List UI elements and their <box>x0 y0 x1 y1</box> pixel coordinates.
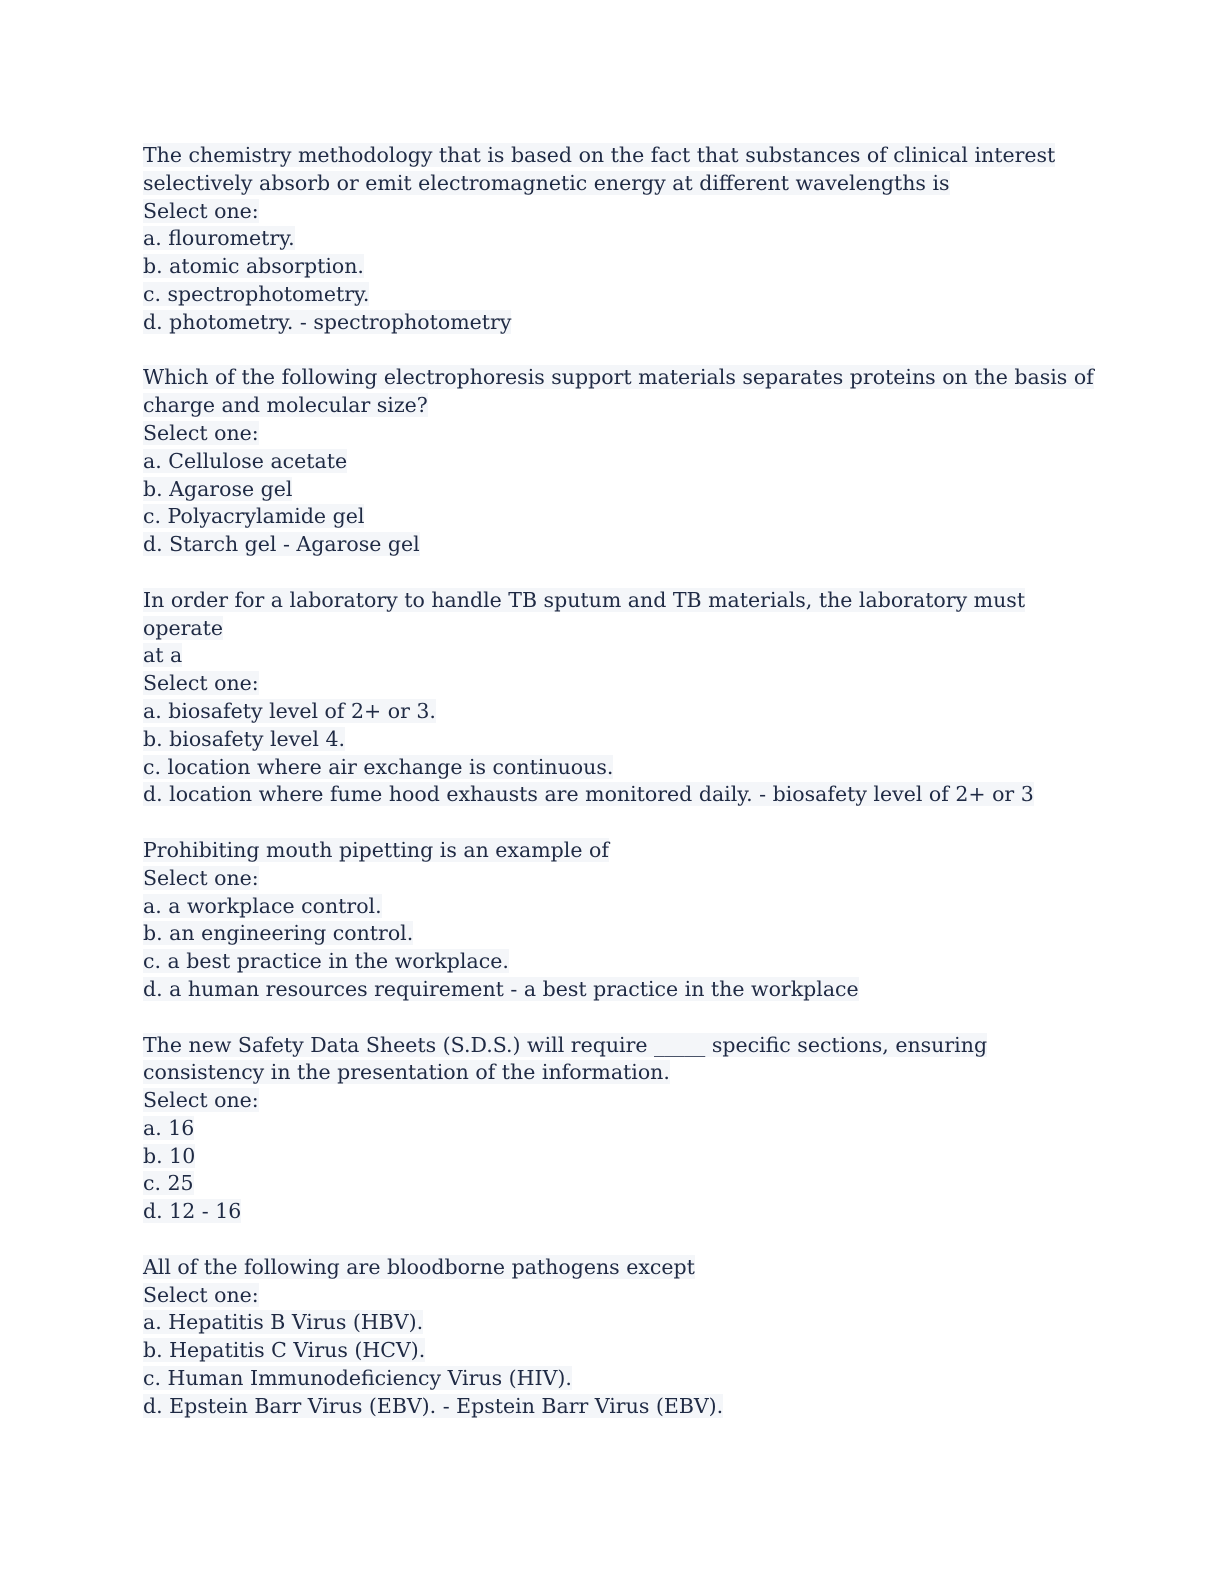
option-a: a. biosafety level of 2+ or 3. <box>143 698 436 723</box>
option-c: c. a best practice in the workplace. <box>143 949 509 974</box>
option-d-with-answer: d. photometry. - spectrophotometry <box>143 309 512 334</box>
document-page <box>143 142 1103 1448</box>
option-b: b. 10 <box>143 1143 196 1168</box>
select-one-label: Select one: <box>143 865 259 890</box>
option-a: a. Cellulose acetate <box>143 448 348 473</box>
option-d-with-answer: d. location where fume hood exhausts are monitored daily. - biosafety level of 2+ or 3 <box>143 782 1034 807</box>
option-c: c. location where air exchange is continuous. <box>143 754 614 779</box>
select-one-label: Select one: <box>143 671 259 696</box>
option-a: a. a workplace control. <box>143 893 382 918</box>
select-one-label: Select one: <box>143 420 259 445</box>
option-d-with-answer: d. Starch gel - Agarose gel <box>143 532 420 557</box>
question-text: at a <box>143 643 183 668</box>
option-b: b. an engineering control. <box>143 921 414 946</box>
question-text: consistency in the presentation of the information. <box>143 1060 670 1085</box>
option-c: c. spectrophotometry. <box>143 281 370 306</box>
question-text: The chemistry methodology that is based on the fact that substances of clinical interest <box>143 143 1056 167</box>
question-3 <box>143 587 1103 809</box>
option-a: a. Hepatitis B Virus (HBV). <box>143 1310 424 1335</box>
question-6 <box>143 1254 1103 1421</box>
question-text: Prohibiting mouth pipetting is an example of <box>143 837 609 862</box>
select-one-label: Select one: <box>143 198 259 223</box>
question-text: charge and molecular size? <box>143 393 428 418</box>
question-4 <box>143 837 1103 1004</box>
option-c: c. Polyacrylamide gel <box>143 504 365 529</box>
option-c: c. Human Immunodeficiency Virus (HIV). <box>143 1366 572 1391</box>
option-a: a. flourometry. <box>143 226 295 251</box>
option-b: b. biosafety level 4. <box>143 726 346 751</box>
question-1 <box>143 142 1103 337</box>
option-b: b. atomic absorption. <box>143 254 364 279</box>
question-text: Which of the following electrophoresis support materials separates proteins on the basis of <box>143 365 1094 390</box>
question-text: The new Safety Data Sheets (S.D.S.) will require _____ specific sections, ensuring <box>143 1032 988 1057</box>
question-text: All of the following are bloodborne pathogens except <box>143 1254 695 1279</box>
select-one-label: Select one: <box>143 1282 259 1307</box>
option-c: c. 25 <box>143 1171 194 1196</box>
option-b: b. Hepatitis C Virus (HCV). <box>143 1338 426 1363</box>
question-text: operate <box>143 615 223 640</box>
option-b: b. Agarose gel <box>143 476 293 501</box>
question-5 <box>143 1032 1103 1227</box>
question-text: selectively absorb or emit electromagnetic energy at different wavelengths is <box>143 170 950 195</box>
option-a: a. 16 <box>143 1115 195 1140</box>
question-2 <box>143 364 1103 559</box>
option-d-with-answer: d. 12 - 16 <box>143 1199 242 1224</box>
question-text: In order for a laboratory to handle TB sputum and TB materials, the laboratory must <box>143 587 1026 612</box>
option-d-with-answer: d. a human resources requirement - a best practice in the workplace <box>143 976 859 1001</box>
option-d-with-answer: d. Epstein Barr Virus (EBV). - Epstein Barr Virus (EBV). <box>143 1393 724 1418</box>
select-one-label: Select one: <box>143 1088 259 1113</box>
